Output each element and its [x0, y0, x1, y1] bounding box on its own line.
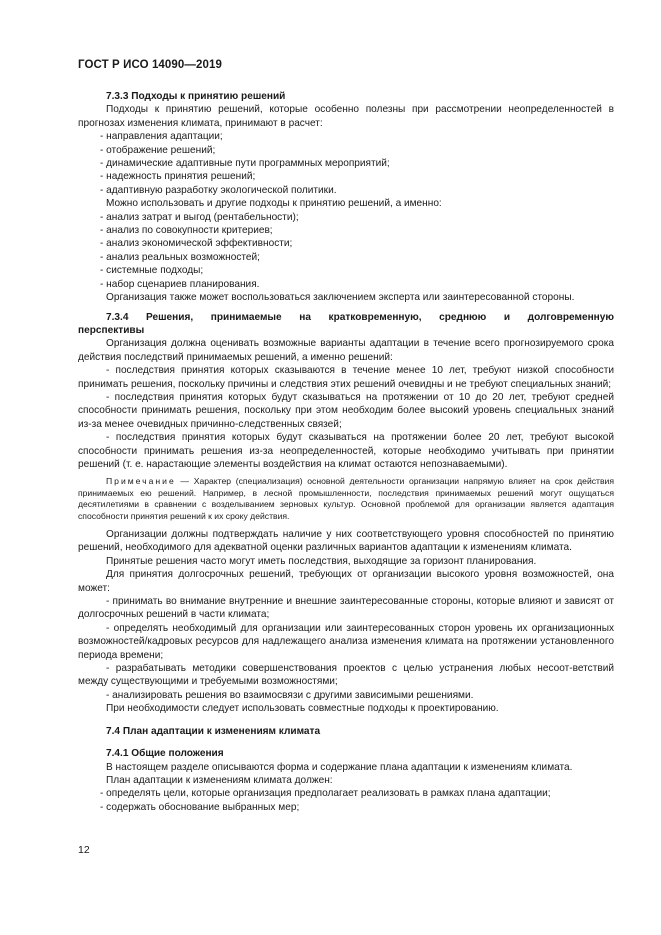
section-heading-7-3-4: 7.3.4 Решения, принимаемые на кратковременную, среднюю и долговременную — [106, 311, 614, 323]
note — [78, 476, 614, 522]
list-item: - разрабатывать методики совершенствования проектов с целью устранения любых несоот-ветствий между существующими и требуемыми возможностями; — [78, 663, 614, 688]
list-item: - последствия принятия которых сказываются в течение менее 10 лет, требуют низкой способности принимать решения, поскольку причины и следствия этих решений очевидны и не требуют специальных знаний; — [78, 365, 614, 390]
paragraph: Организация должна оценивать возможные варианты адаптации в течение всего прогнозируемого срока действия последствий принимаемых решений, а именно решений: — [78, 338, 614, 363]
paragraph: При необходимости следует использовать совместные подходы к проектированию. — [106, 703, 499, 715]
list-item: - направления адаптации; — [100, 131, 223, 143]
section-heading-7-4-1: 7.4.1 Общие положения — [106, 748, 224, 760]
list-item: - определять необходимый для организации или заинтересованных сторон уровень их организационных возможностей/кадровых ресурсов для надлежащего анализа изменения климата на протяжении установленного периода времени; — [78, 622, 614, 661]
paragraph: Принятые решения часто могут иметь последствия, выходящие за горизонт планирования. — [106, 555, 537, 567]
paragraph: План адаптации к изменениям климата должен: — [106, 774, 333, 786]
list-item: - последствия принятия которых будут сказываться на протяжении более 20 лет, требуют высокой способности принимать решения из-за неопределенностей, которые необходимо учитывать при принятии решений (т. е. нарастающие элементы воздействия на климат остаются непознаваемыми). — [78, 432, 614, 470]
list-item: - адаптивную разработку экологической политики. — [100, 184, 337, 196]
list-item: - определять цели, которые организация предполагает реализовать в рамках плана адаптации; — [100, 788, 551, 800]
list-item: - анализ затрат и выгод (рентабельности); — [100, 211, 299, 223]
paragraph: В настоящем разделе описываются форма и содержание плана адаптации к изменениям климата. — [106, 761, 573, 773]
paragraph: Организации должны подтверждать наличие у них соответствующего уровня способностей по принятию решений, необходимого для адекватной оценки различных вариантов адаптации к изменениям климата. — [78, 529, 614, 554]
page-number: 12 — [78, 844, 90, 856]
paragraph: Для принятия долгосрочных решений, требующих от организации высокого уровня возможностей, она может: — [78, 569, 614, 594]
list-item: - набор сценариев планирования. — [100, 278, 260, 290]
paragraph: Можно использовать и другие подходы к принятию решений, а именно: — [106, 198, 442, 210]
list-item: - отображение решений; — [100, 144, 216, 156]
list-item: - надежность принятия решений; — [100, 171, 256, 183]
list-item: - динамические адаптивные пути программных мероприятий; — [100, 158, 390, 170]
document-header: ГОСТ Р ИСО 14090—2019 — [78, 59, 223, 71]
note-label: Примечание — [106, 476, 176, 487]
list-item: - принимать во внимание внутренние и внешние заинтересованные стороны, которые влияют и зависят от долгосрочных решений в части климата; — [78, 596, 614, 621]
list-item: - последствия принятия которых будут сказываться на протяжении от 10 до 20 лет, требуют средней способности принимать решения, поскольку при этом необходим более высокий уровень специальных знаний из-за менее очевидных причинно-следственных связей; — [78, 391, 614, 430]
paragraph: Подходы к принятию решений, которые особенно полезны при рассмотрении неопределенностей в прогнозах изменения климата, принимают в расчет: — [78, 104, 614, 129]
list-item: - анализ по совокупности критериев; — [100, 225, 273, 237]
list-item: - содержать обоснование выбранных мер; — [100, 801, 300, 813]
paragraph: Организация также может воспользоваться заключением эксперта или заинтересованной стороны. — [106, 292, 575, 304]
note-text: — Характер (специализация) основной деятельности организации напрямую влияет на срок действия принимаемых ею решений. Например, в лесной промышленности, последствия принимаемых решений могут ощущаться десятилетиями в сравнении с возделыванием зерновых культур. Основной проблемой для организации является адаптация способности принятия решений к их сроку действия. — [78, 476, 614, 521]
section-heading-7-3-4-cont: перспективы — [78, 324, 145, 336]
list-item: - анализировать решения во взаимосвязи с другими зависимыми решениями. — [106, 689, 474, 701]
section-heading-7-4: 7.4 План адаптации к изменениям климата — [106, 725, 321, 737]
list-item: - анализ реальных возможностей; — [100, 251, 260, 263]
section-heading-7-3-3: 7.3.3 Подходы к принятию решений — [106, 91, 286, 102]
list-item: - системные подходы; — [100, 265, 204, 277]
page-content — [78, 90, 614, 814]
list-item: - анализ экономической эффективности; — [100, 238, 293, 250]
